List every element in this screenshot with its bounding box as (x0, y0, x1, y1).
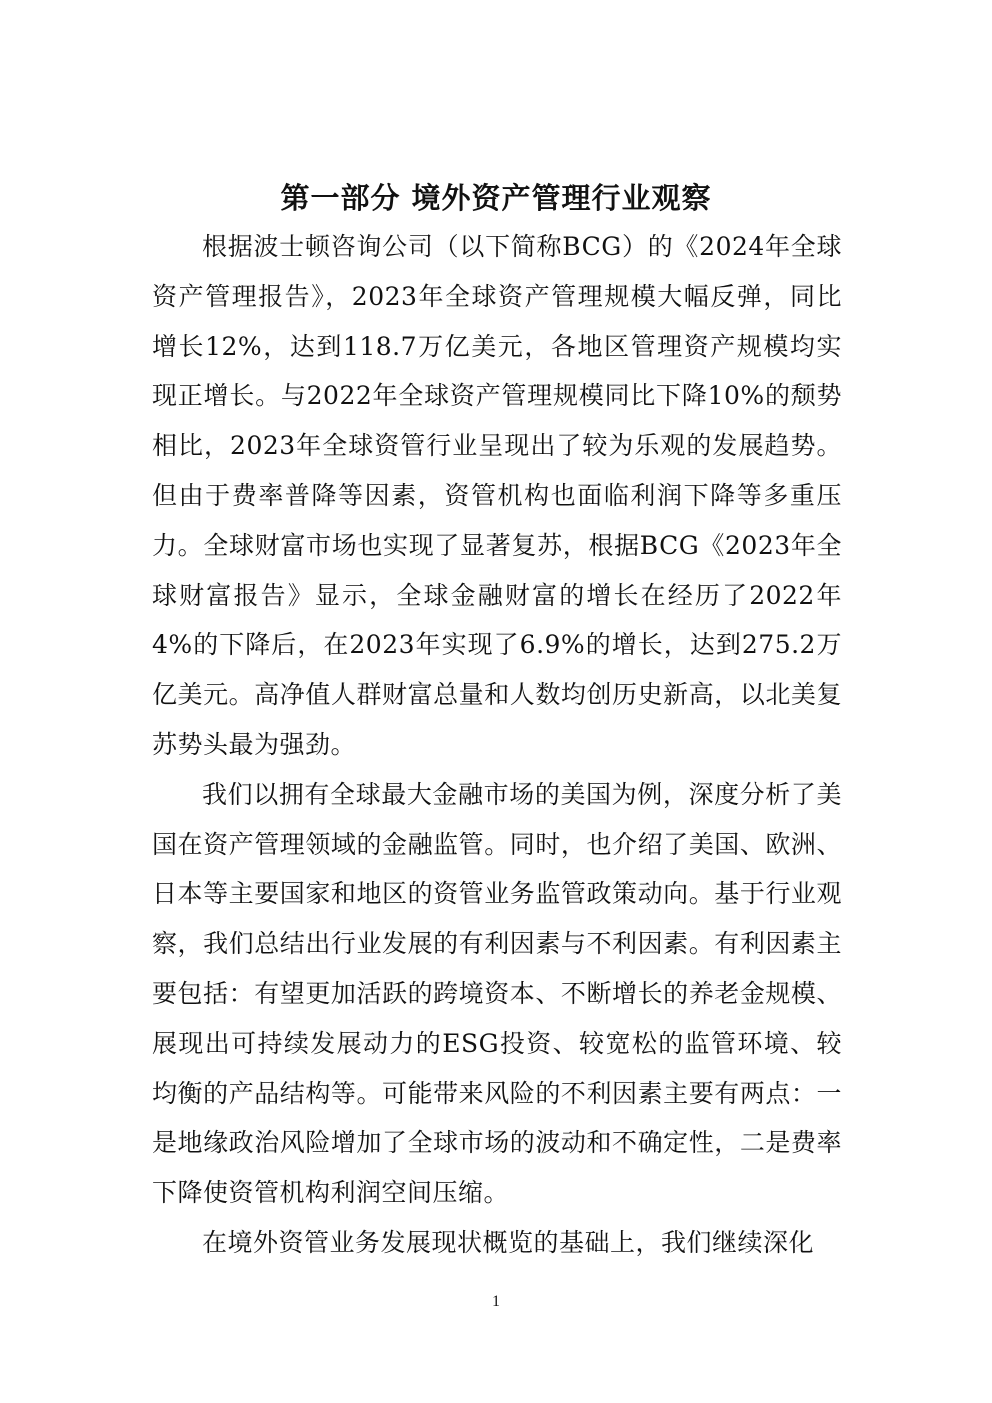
section-title: 第一部分 境外资产管理行业观察 (280, 181, 712, 216)
paragraph-3: 在境外资管业务发展现状概览的基础上，我们继续深化 (202, 1227, 815, 1257)
body-text (152, 222, 842, 1268)
paragraph-2: 我们以拥有全球最大金融市场的美国为例，深度分析了美国在资产管理领域的金融监管。同时，也介绍了美国、欧洲、日本等主要国家和地区的资管业务监管政策动向。基于行业观察，我们总结出行业发展的有利因素与不利因素。有利因素主要包括：有望更加活跃的跨境资本、不断增长的养老金规模、展现出可持续发展动力的ESG投资、较宽松的监管环境、较均衡的产品结构等。可能带来风险的不利因素主要有两点：一是地缘政治风险增加了全球市场的波动和不确定性，二是费率下降使资管机构利润空间压缩。 (152, 779, 842, 1208)
paragraph-1: 根据波士顿咨询公司（以下简称BCG）的《2024年全球资产管理报告》，2023年全球资产管理规模大幅反弹，同比增长12%，达到118.7万亿美元，各地区管理资产规模均实现正增长。与2022年全球资产管理规模同比下降10%的颓势相比，2023年全球资管行业呈现出了较为乐观的发展趋势。但由于费率普降等因素，资管机构也面临利润下降等多重压力。全球财富市场也实现了显著复苏，根据BCG《2023年全球财富报告》显示，全球金融财富的增长在经历了2022年4%的下降后，在2023年实现了6.9%的增长，达到275.2万亿美元。高净值人群财富总量和人数均创历史新高，以北美复苏势头最为强劲。 (152, 232, 842, 759)
page-number: 1 (492, 1293, 500, 1310)
